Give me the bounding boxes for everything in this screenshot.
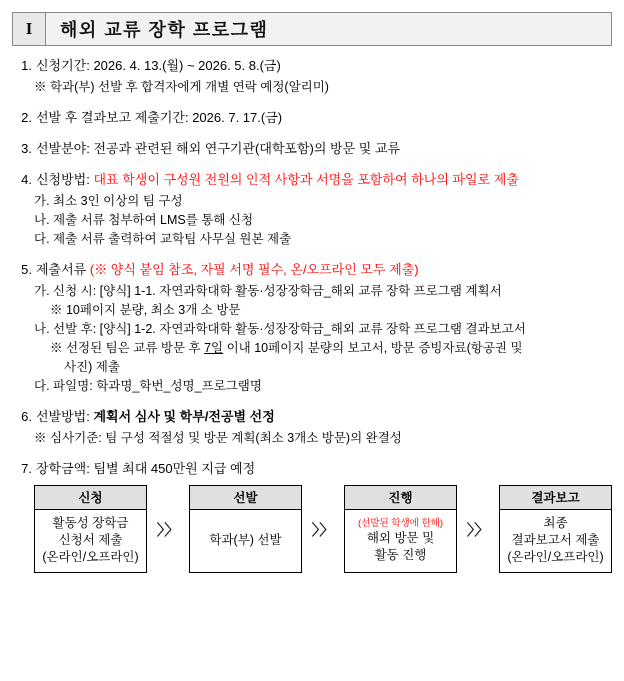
flow-step-title: 신청 — [35, 486, 146, 510]
flow-arrow-icon: 〉〉 — [466, 521, 490, 539]
item-number: 1. — [21, 58, 32, 73]
sub-item-c: 다. 파일명: 학과명_학번_성명_프로그램명 — [34, 379, 262, 393]
item-text-bold: 계획서 심사 및 학부/전공별 선정 — [93, 409, 275, 424]
section-selection-method — [12, 407, 612, 448]
sub-item-a-note: ※ 10페이지 분량, 최소 3개 소 방문 — [50, 303, 241, 317]
flow-step-line: 활동성 장학금 — [52, 516, 129, 530]
flow-arrow-icon: 〉〉 — [156, 521, 180, 539]
section-how-to-apply — [12, 170, 612, 249]
flow-step-line: 결과보고서 제출 — [511, 533, 600, 547]
item-note: ※ 학과(부) 선발 후 합격자에게 개별 연락 예정(알리미) — [34, 80, 329, 94]
item-note: ※ 심사기준: 팀 구성 적절성 및 방문 계획(최소 3개소 방문)의 완결성 — [34, 431, 402, 445]
flow-step-selection — [189, 485, 302, 573]
flow-step-body — [35, 510, 146, 572]
item-number: 5. — [21, 262, 32, 277]
flow-step-line: 해외 방문 및 — [366, 531, 435, 545]
page-title: 해외 교류 장학 프로그램 — [46, 12, 612, 46]
section-scholarship-amount — [12, 459, 612, 479]
sub-item-a: 가. 신청 시: [양식] 1-1. 자연과학대학 활동·성장장학금_해외 교류 장학 프로그램 계획서 — [34, 284, 502, 298]
flow-arrow-icon: 〉〉 — [311, 521, 335, 539]
item-text-highlight: (※ 양식 붙임 참조, 자필 서명 필수, 온/오프라인 모두 제출) — [89, 262, 419, 277]
sub-item: 나. 제출 서류 첨부하여 LMS를 통해 신청 — [34, 213, 254, 227]
section-selection-field — [12, 139, 612, 159]
sub-item-b-note-pre: ※ 선정된 팀은 교류 방문 후 — [50, 341, 205, 355]
flow-step-body — [500, 510, 611, 572]
flow-step-line: (온라인/오프라인) — [507, 550, 604, 564]
item-number: 2. — [21, 110, 32, 125]
sub-item-b-note-deadline: 7일 — [204, 341, 224, 355]
item-text: 선발 후 결과보고 제출기간: 2026. 7. 17.(금) — [36, 110, 283, 125]
document-title-bar — [12, 12, 612, 46]
flow-step-red-note: (선발된 학생에 한해) — [357, 518, 444, 529]
item-text-highlight: 대표 학생이 구성원 전원의 인적 사항과 서명을 포함하여 하나의 파일로 제출 — [93, 172, 519, 187]
sub-item: 다. 제출 서류 출력하여 교학팀 사무실 원본 제출 — [34, 232, 292, 246]
section-documents — [12, 260, 612, 396]
item-text: 신청기간: 2026. 4. 13.(월) ~ 2026. 5. 8.(금) — [36, 58, 281, 73]
item-text — [36, 170, 612, 190]
item-text: 선발분야: 전공과 관련된 해외 연구기관(대학포함)의 방문 및 교류 — [36, 141, 401, 156]
flow-step-title: 선발 — [190, 486, 301, 510]
item-label: 선발방법: — [36, 409, 94, 424]
item-text — [36, 260, 612, 280]
sub-item: 가. 최소 3인 이상의 팀 구성 — [34, 194, 183, 208]
item-label: 제출서류 — [36, 262, 90, 277]
flow-step-title: 결과보고 — [500, 486, 611, 510]
item-number: 7. — [21, 461, 32, 476]
flow-step-progress — [344, 485, 457, 573]
flow-step-line: 학과(부) 선발 — [209, 533, 282, 547]
flow-step-line: 활동 진행 — [374, 548, 427, 562]
flow-step-application — [34, 485, 147, 573]
sub-item-b-note-post: 이내 10페이지 분량의 보고서, 방문 증빙자료(항공권 및 — [223, 341, 523, 355]
item-label: 신청방법: — [36, 172, 94, 187]
flow-step-line: 최종 — [543, 516, 568, 530]
process-flow-chart — [34, 485, 612, 573]
flow-step-result-report — [499, 485, 612, 573]
sub-item-b: 나. 선발 후: [양식] 1-2. 자연과학대학 활동·성장장학금_해외 교류 장학 프로그램 결과보고서 — [34, 322, 526, 336]
flow-step-line: (온라인/오프라인) — [42, 550, 139, 564]
item-number: 6. — [21, 409, 32, 424]
flow-step-line: 신청서 제출 — [58, 533, 123, 547]
sub-item-b-note-line2: 사진) 제출 — [64, 360, 120, 374]
flow-step-body — [345, 510, 456, 572]
section-application-period — [12, 56, 612, 97]
section-report-period — [12, 108, 612, 128]
title-badge: I — [12, 12, 46, 46]
sub-item-b-note — [50, 339, 612, 358]
item-number: 4. — [21, 172, 32, 187]
item-text: 장학금액: 팀별 최대 450만원 지급 예정 — [36, 461, 256, 476]
flow-step-title: 진행 — [345, 486, 456, 510]
item-text — [36, 407, 612, 427]
flow-step-body — [190, 510, 301, 572]
item-number: 3. — [21, 141, 32, 156]
